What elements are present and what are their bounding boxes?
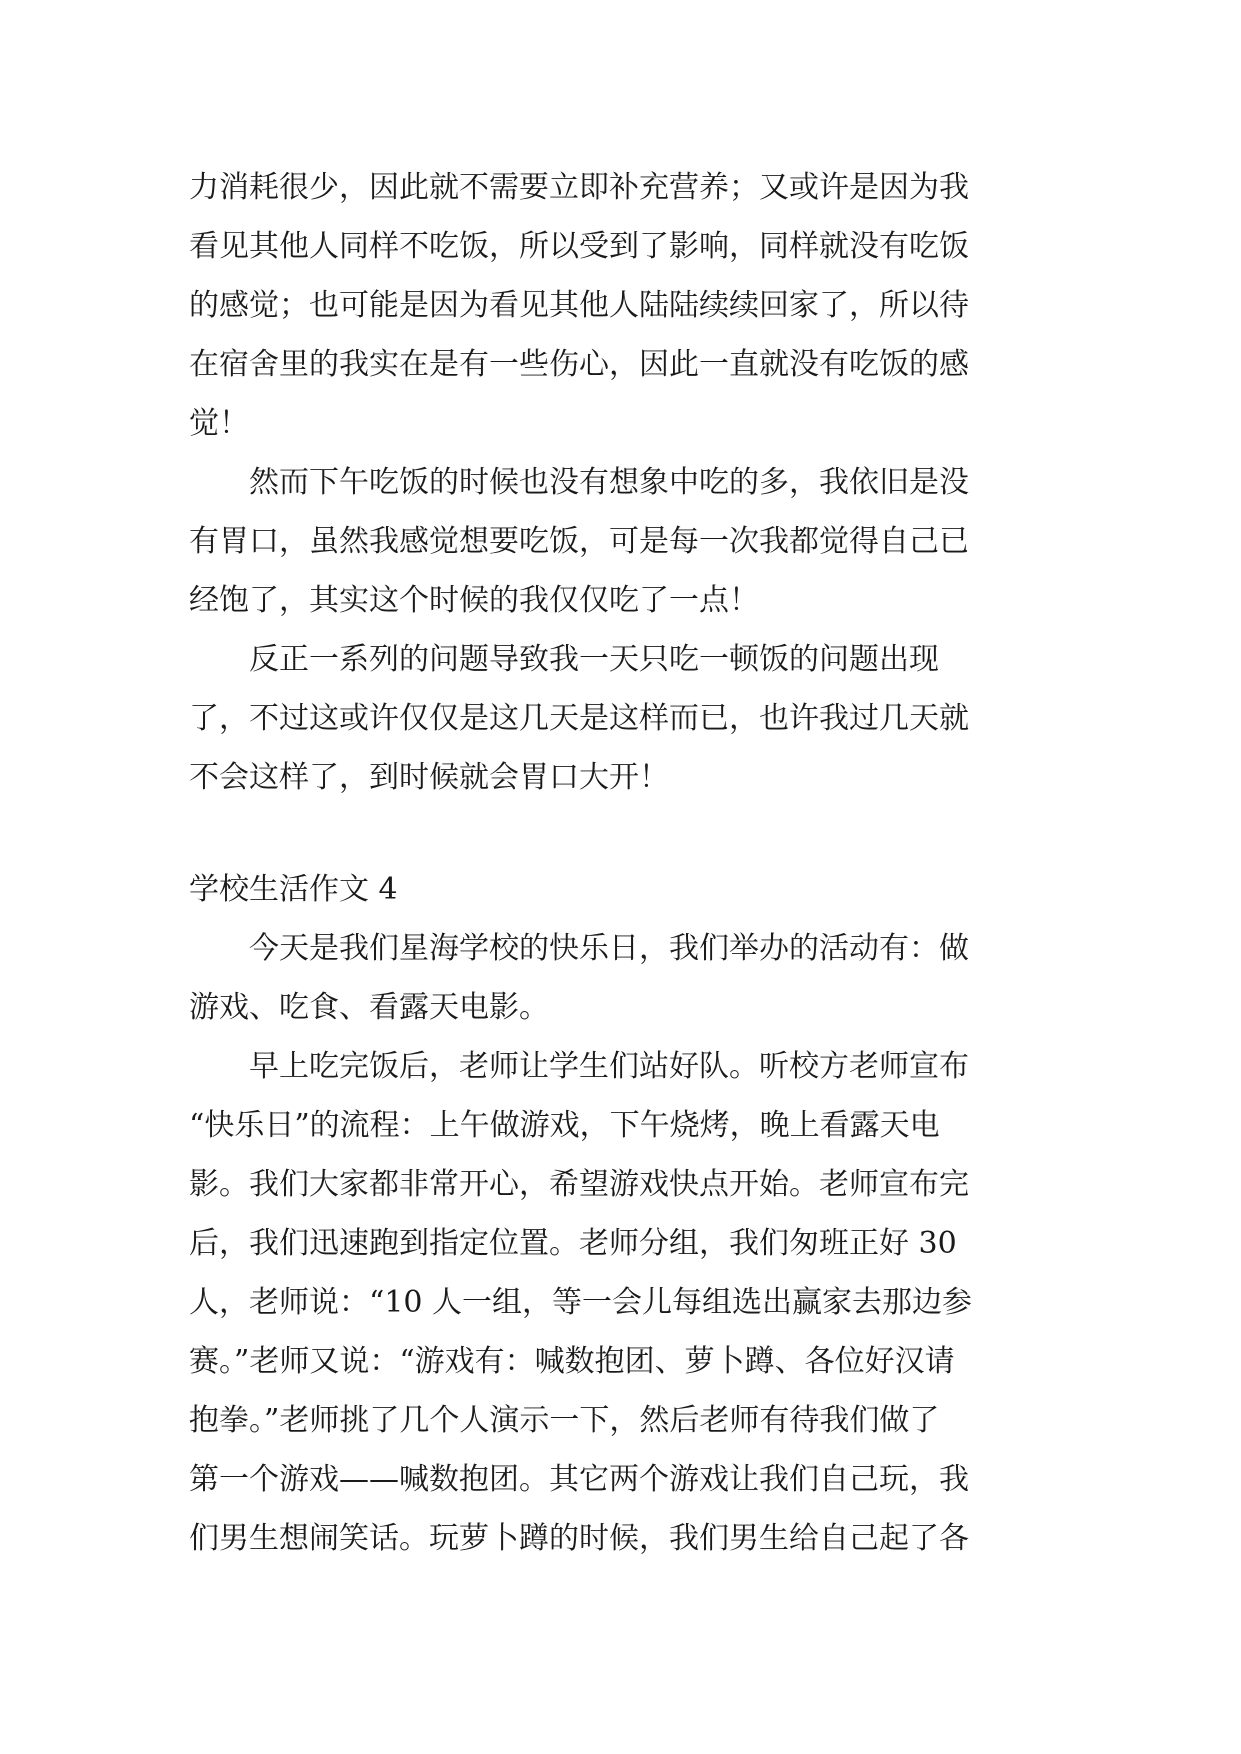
text-line-23: 们男生想闹笑话。玩萝卜蹲的时候，我们男生给自己起了各 — [189, 1521, 969, 1556]
text-line-8: 经饱了，其实这个时候的我仅仅吃了一点！ — [189, 583, 759, 618]
text-line-4: 在宿舍里的我实在是有一些伤心，因此一直就没有吃饭的感 — [189, 347, 969, 382]
text-line-18: 后，我们迅速跑到指定位置。老师分组，我们匆班正好 30 — [189, 1226, 957, 1261]
text-line-3: 的感觉；也可能是因为看见其他人陆陆续续回家了，所以待 — [189, 288, 969, 323]
text-line-14: 游戏、吃食、看露天电影。 — [189, 990, 549, 1025]
text-line-6: 然而下午吃饭的时候也没有想象中吃的多，我依旧是没 — [189, 465, 969, 500]
text-line-21: 抱拳。”老师挑了几个人演示一下，然后老师有待我们做了 — [189, 1403, 940, 1438]
text-line-17: 影。我们大家都非常开心，希望游戏快点开始。老师宣布完 — [189, 1167, 969, 1202]
text-line-10: 了，不过这或许仅仅是这几天是这样而已，也许我过几天就 — [189, 701, 969, 736]
text-line-15: 早上吃完饭后，老师让学生们站好队。听校方老师宣布 — [189, 1049, 969, 1084]
text-line-1: 力消耗很少，因此就不需要立即补充营养；又或许是因为我 — [189, 170, 969, 205]
text-line-7: 有胃口，虽然我感觉想要吃饭，可是每一次我都觉得自己已 — [189, 524, 969, 559]
text-line-22: 第一个游戏——喊数抱团。其它两个游戏让我们自己玩，我 — [189, 1462, 969, 1497]
text-line-19: 人，老师说：“10 人一组，等一会儿每组选出赢家去那边参 — [189, 1285, 973, 1320]
section-heading: 学校生活作文 4 — [189, 872, 398, 907]
text-line-9: 反正一系列的问题导致我一天只吃一顿饭的问题出现 — [189, 642, 939, 677]
text-line-20: 赛。”老师又说：“游戏有：喊数抱团、萝卜蹲、各位好汉请 — [189, 1344, 955, 1379]
text-line-11: 不会这样了，到时候就会胃口大开！ — [189, 760, 669, 795]
text-line-16: “快乐日”的流程：上午做游戏，下午烧烤，晚上看露天电 — [189, 1108, 940, 1143]
text-line-5: 觉！ — [189, 406, 249, 441]
text-line-13: 今天是我们星海学校的快乐日，我们举办的活动有：做 — [189, 931, 969, 966]
text-line-2: 看见其他人同样不吃饭，所以受到了影响，同样就没有吃饭 — [189, 229, 969, 264]
